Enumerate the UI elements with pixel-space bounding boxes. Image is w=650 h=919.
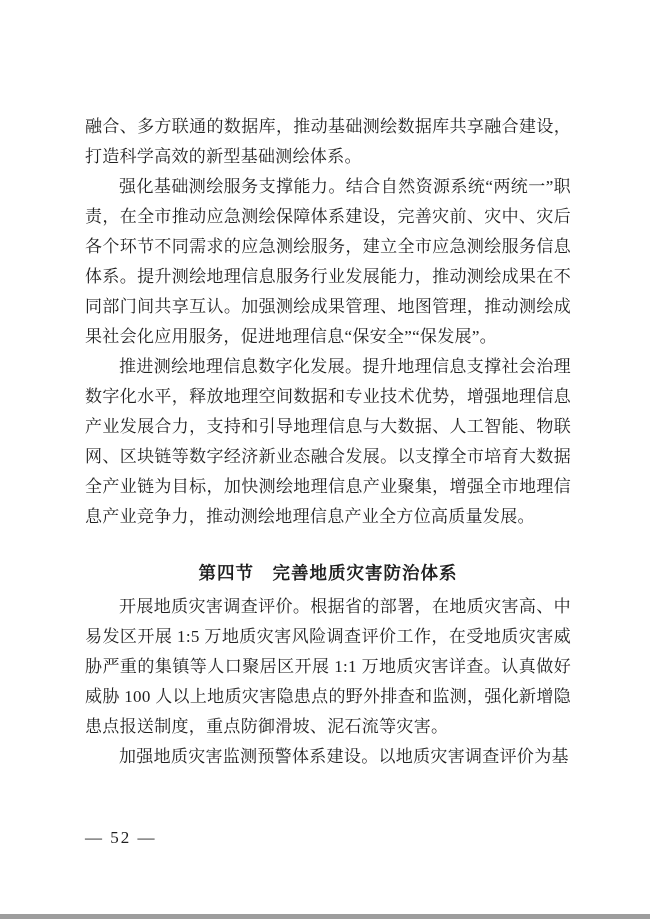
section-heading: 第四节 完善地质灾害防治体系 bbox=[198, 563, 458, 583]
page-bottom-edge bbox=[0, 914, 650, 919]
body-paragraph: 加强地质灾害监测预警体系建设。以地质灾害调查评价为基 bbox=[119, 747, 569, 766]
body-paragraph: 推进测绘地理信息数字化发展。提升地理信息支撑社会治理数字化水平，释放地理空间数据和专业技术优势，增强地理信息产业发展合力，支持和引导地理信息与大数据、人工智能、物联网、区块链等数字经济新业态融合发展。以支撑全市培育大数据全产业链为目标，加快测绘地理信息产业聚集，增强全市地理信息产业竞争力，推动测绘地理信息产业全方位高质量发展。 bbox=[85, 357, 571, 526]
page-number: — 52 — bbox=[85, 828, 157, 847]
body-paragraph: 开展地质灾害调查评价。根据省的部署，在地质灾害高、中易发区开展 1:5 万地质灾害风险调查评价工作，在受地质灾害威胁严重的集镇等人口聚居区开展 1:1 万地质灾害详查。认真做好威胁 100 人以上地质灾害隐患点的野外排查和监测，强化新增隐患点报送制度，重点防御滑坡、泥石流等灾害。 bbox=[85, 597, 571, 736]
body-paragraph: 强化基础测绘服务支撑能力。结合自然资源系统“两统一”职责，在全市推动应急测绘保障体系建设，完善灾前、灾中、灾后各个环节不同需求的应急测绘服务，建立全市应急测绘服务信息体系。提升测绘地理信息服务行业发展能力，推动测绘成果在不同部门间共享互认。加强测绘成果管理、地图管理，推动测绘成果社会化应用服务，促进地理信息“保安全”“保发展”。 bbox=[85, 177, 571, 346]
page-content bbox=[85, 112, 571, 772]
body-paragraph-continuation: 融合、多方联通的数据库，推动基础测绘数据库共享融合建设，打造科学高效的新型基础测绘体系。 bbox=[85, 117, 571, 166]
